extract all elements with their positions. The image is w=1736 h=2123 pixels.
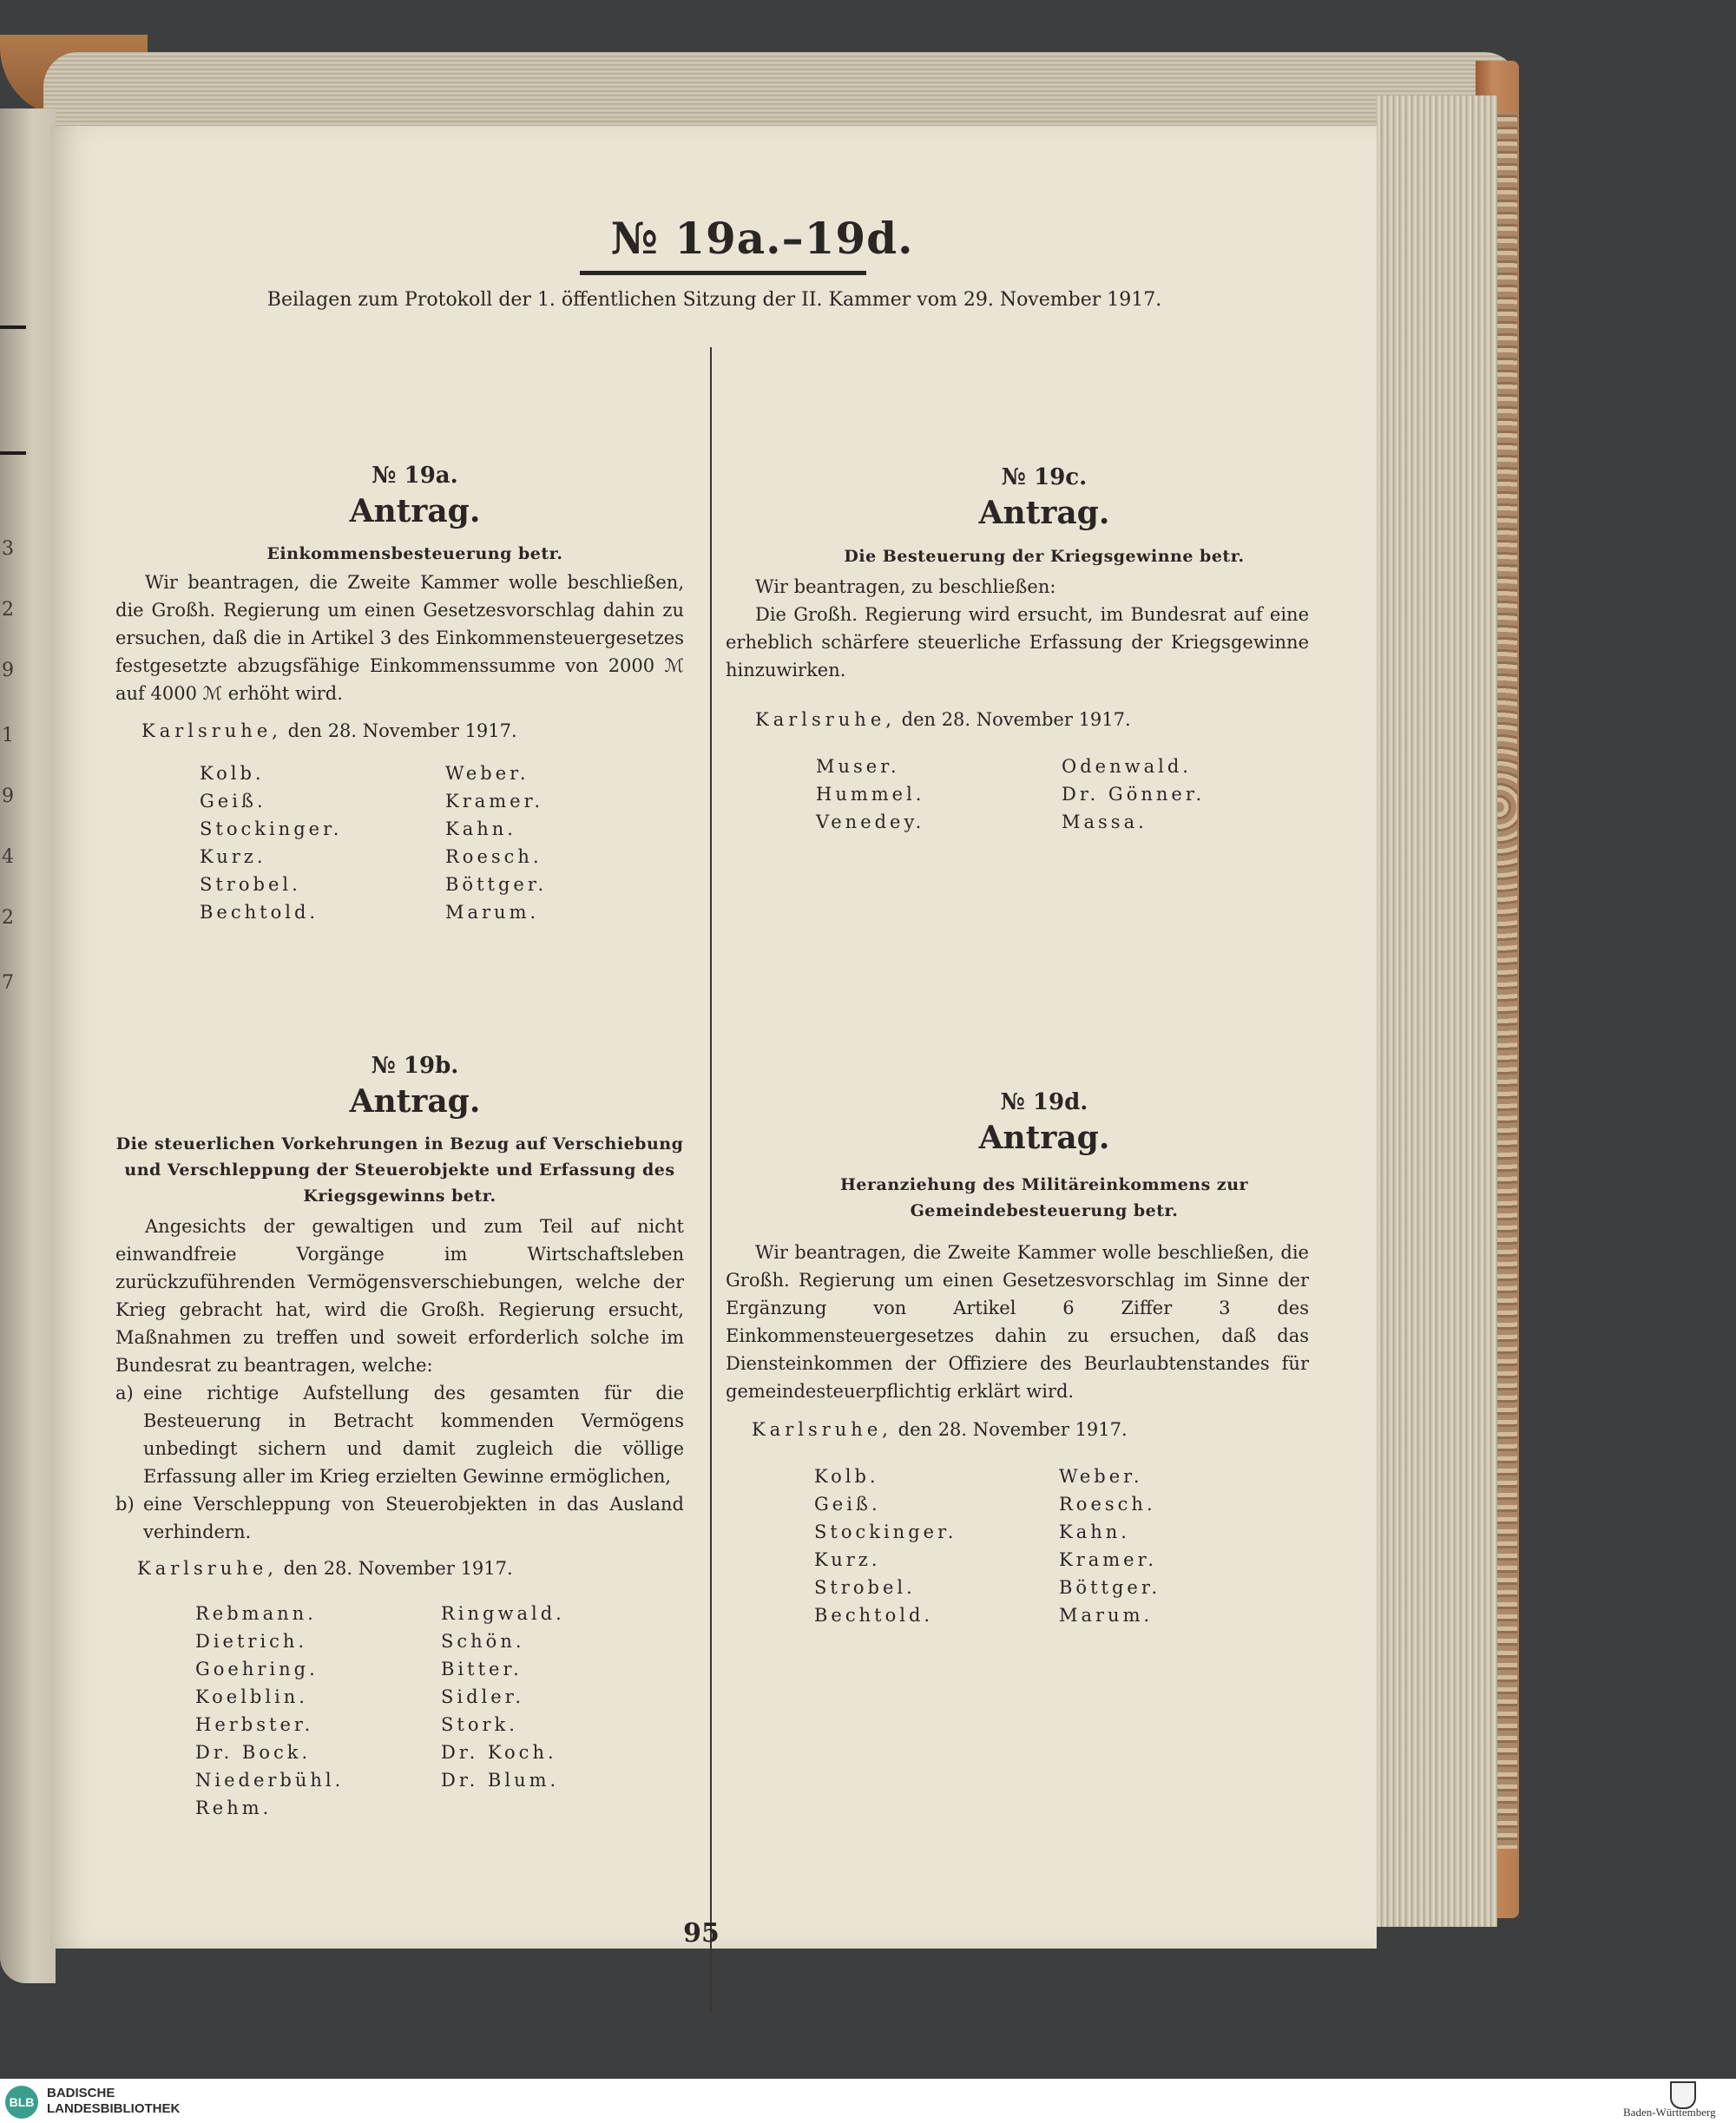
signatory: Kramer. <box>1059 1549 1157 1570</box>
section-19c-signatories-right <box>1062 753 1205 836</box>
left-margin-digit: 2 <box>2 599 14 621</box>
page-title: № 19a.–19d. <box>610 213 914 264</box>
section-19d-place-date <box>752 1419 1128 1440</box>
signatory: Schön. <box>441 1631 525 1652</box>
section-19b-body <box>115 1213 684 1546</box>
section-19d-number: № 19d. <box>1000 1089 1088 1115</box>
section-19d-signatories-left <box>814 1462 957 1629</box>
library-name-line1: BADISCHE <box>47 2086 115 2100</box>
section-19b-place-date <box>137 1558 513 1579</box>
signatory: Stockinger. <box>200 818 343 839</box>
signatory: Roesch. <box>1059 1494 1156 1515</box>
signatory: Dietrich. <box>195 1631 308 1652</box>
signatory: Niederbühl. <box>195 1770 345 1791</box>
section-19a-heading: Antrag. <box>349 493 481 529</box>
signatory: Weber. <box>1059 1466 1143 1487</box>
library-name[interactable] <box>47 2086 180 2117</box>
signatory: Stork. <box>441 1714 518 1735</box>
page-number: 95 <box>683 1918 720 1949</box>
section-19c-subject: Die Besteuerung der Kriegsgewinne betr. <box>844 547 1245 566</box>
section-19b-item-a <box>115 1379 684 1490</box>
signatory: Dr. Koch. <box>441 1742 557 1763</box>
signatory: Kurz. <box>200 846 266 867</box>
page-subtitle: Beilagen zum Protokoll der 1. öffentlichen Sitzung der II. Kammer vom 29. November 1917. <box>266 289 1162 311</box>
title-underline <box>580 271 866 275</box>
signatory: Stockinger. <box>814 1522 957 1542</box>
section-19a-body <box>115 569 684 707</box>
column-divider <box>710 347 712 2014</box>
left-page-rule <box>0 451 26 455</box>
signatory: Kramer. <box>445 791 543 812</box>
signatory: Bechtold. <box>200 902 319 923</box>
section-19d-heading: Antrag. <box>978 1120 1110 1156</box>
section-19d-body <box>726 1239 1309 1405</box>
list-label: b) <box>115 1494 135 1515</box>
library-name-line2: LANDESBIBLIOTHEK <box>47 2101 181 2116</box>
left-margin-digit: 3 <box>2 538 14 560</box>
section-19a-signatories-left <box>200 759 342 926</box>
section-19d-place: Karlsruhe, <box>752 1419 892 1440</box>
signatory: Dr. Bock. <box>195 1742 312 1763</box>
signatory: Massa. <box>1062 812 1147 832</box>
signatory: Weber. <box>445 763 529 784</box>
section-19a-signatories-right <box>445 759 547 926</box>
section-19b-place: Karlsruhe, <box>137 1558 278 1579</box>
page-stack-right <box>1376 95 1497 1927</box>
list-text: eine Verschleppung von Steuerobjekten in das Ausland verhindern. <box>143 1494 684 1542</box>
section-19c-place-date <box>755 709 1131 730</box>
signatory: Odenwald. <box>1062 756 1192 777</box>
left-margin-digit: 2 <box>2 907 14 929</box>
section-19a-place: Karlsruhe, <box>141 720 282 741</box>
signatory: Koelblin. <box>195 1686 308 1707</box>
signatory: Rehm. <box>195 1798 273 1818</box>
left-margin-digit: 9 <box>2 785 14 807</box>
signatory: Herbster. <box>195 1714 314 1735</box>
section-19a-date: den 28. November 1917. <box>287 720 517 741</box>
list-label: a) <box>115 1383 134 1403</box>
signatory: Dr. Gönner. <box>1062 784 1206 805</box>
section-19a-text: Wir beantragen, die Zweite Kammer wolle beschließen, die Großh. Regierung um einen Gesetzesvorschlag dahin zu ersuchen, daß die in Artikel 3 des Einkommensteuergesetzes festgesetzte abzugsfähige Einkommenssumme von 2000 ℳ auf 4000 ℳ erhöht wird. <box>115 572 684 704</box>
left-margin-digit: 4 <box>2 846 14 868</box>
signatory: Roesch. <box>445 846 542 867</box>
section-19d-date: den 28. November 1917. <box>898 1419 1128 1440</box>
left-page-edge <box>0 108 56 1983</box>
section-19c-body <box>726 573 1309 684</box>
signatory: Bechtold. <box>814 1605 934 1626</box>
signatory: Kahn. <box>1059 1522 1130 1542</box>
signatory: Venedey. <box>816 812 925 832</box>
section-19c-text1: Wir beantragen, zu beschließen: <box>755 576 1056 597</box>
signatory: Böttger. <box>1059 1577 1161 1598</box>
section-19b-date: den 28. November 1917. <box>283 1558 513 1579</box>
section-19a-subject: Einkommensbesteuerung betr. <box>266 544 563 563</box>
signatory: Geiß. <box>200 791 266 812</box>
section-19b-heading: Antrag. <box>349 1083 481 1120</box>
signatory: Muser. <box>816 756 900 777</box>
state-name: Baden-Württemberg <box>1623 2106 1716 2119</box>
section-19a-place-date <box>141 720 517 741</box>
section-19c-signatories-left <box>816 753 924 836</box>
section-19b-item-b <box>115 1490 684 1546</box>
section-19c-date: den 28. November 1917. <box>901 709 1131 730</box>
signatory: Marum. <box>1059 1605 1154 1626</box>
signatory: Geiß. <box>814 1494 881 1515</box>
signatory: Strobel. <box>814 1577 916 1598</box>
left-margin-digit: 9 <box>2 660 14 681</box>
signatory: Dr. Blum. <box>441 1770 560 1791</box>
section-19d-subject: Heranziehung des Militäreinkommens zur Gemeindebesteuerung betr. <box>839 1175 1249 1220</box>
section-19b-signatories-right <box>441 1600 565 1794</box>
signatory: Kurz. <box>814 1549 881 1570</box>
signatory: Strobel. <box>200 874 301 895</box>
signatory: Böttger. <box>445 874 548 895</box>
signatory: Marum. <box>445 902 540 923</box>
section-19b-text: Angesichts der gewaltigen und zum Teil auf nicht einwandfreie Vorgänge im Wirtschaftsleben zurückzuführenden Vermögensverschiebungen, welche der Krieg gebracht hat, wird die Großh. Regierung ersucht, Maßnahmen zu treffen und soweit erforderlich solche im Bundesrat zu beantragen, welche: <box>115 1216 684 1376</box>
section-19c-text2: Die Großh. Regierung wird ersucht, im Bundesrat auf eine erheblich schärfere steuerliche Erfassung der Kriegsgewinne hinzuwirken. <box>726 604 1309 680</box>
footer-bar <box>0 2079 1736 2123</box>
section-19d-text: Wir beantragen, die Zweite Kammer wolle beschließen, die Großh. Regierung um einen Gesetzesvorschlag im Sinne der Ergänzung von Artikel 6 Ziffer 3 des Einkommensteuergesetzes dahin zu ersuchen, daß das Diensteinkommen der Offiziere des Beurlaubtenstandes für gemeindesteuerpflichtig erklärt wird. <box>726 1242 1309 1402</box>
left-margin-digit: 7 <box>2 972 14 994</box>
section-19a-number: № 19a. <box>372 463 458 489</box>
signatory: Goehring. <box>195 1659 319 1679</box>
signatory: Kahn. <box>445 818 516 839</box>
signatory: Sidler. <box>441 1686 525 1707</box>
blb-logo-icon[interactable]: BLB <box>5 2086 38 2119</box>
signatory: Ringwald. <box>441 1603 565 1624</box>
left-page-rule <box>0 325 26 329</box>
document-page <box>50 126 1377 1949</box>
signatory: Kolb. <box>200 763 265 784</box>
section-19c-place: Karlsruhe, <box>755 709 896 730</box>
section-19d-signatories-right <box>1059 1462 1161 1629</box>
section-19c-number: № 19c. <box>1001 464 1088 490</box>
section-19b-subject: Die steuerlichen Vorkehrungen in Bezug auf Verschiebung und Verschleppung der Steuerobjekte und Erfassung des Kriegsgewinns betr. <box>115 1134 684 1206</box>
signatory: Bitter. <box>441 1659 523 1679</box>
signatory: Hummel. <box>816 784 925 805</box>
section-19b-number: № 19b. <box>371 1053 459 1079</box>
signatory: Rebmann. <box>195 1603 317 1624</box>
section-19c-heading: Antrag. <box>978 495 1110 531</box>
list-text: eine richtige Aufstellung des gesamten für die Besteuerung in Betracht kommenden Vermögens unbedingt sichern und damit zugleich die völlige Erfassung aller im Krieg erzielten Gewinne ermöglichen, <box>143 1383 684 1487</box>
left-margin-digit: 1 <box>2 725 14 746</box>
section-19b-signatories-left <box>195 1600 344 1822</box>
signatory: Kolb. <box>814 1466 879 1487</box>
